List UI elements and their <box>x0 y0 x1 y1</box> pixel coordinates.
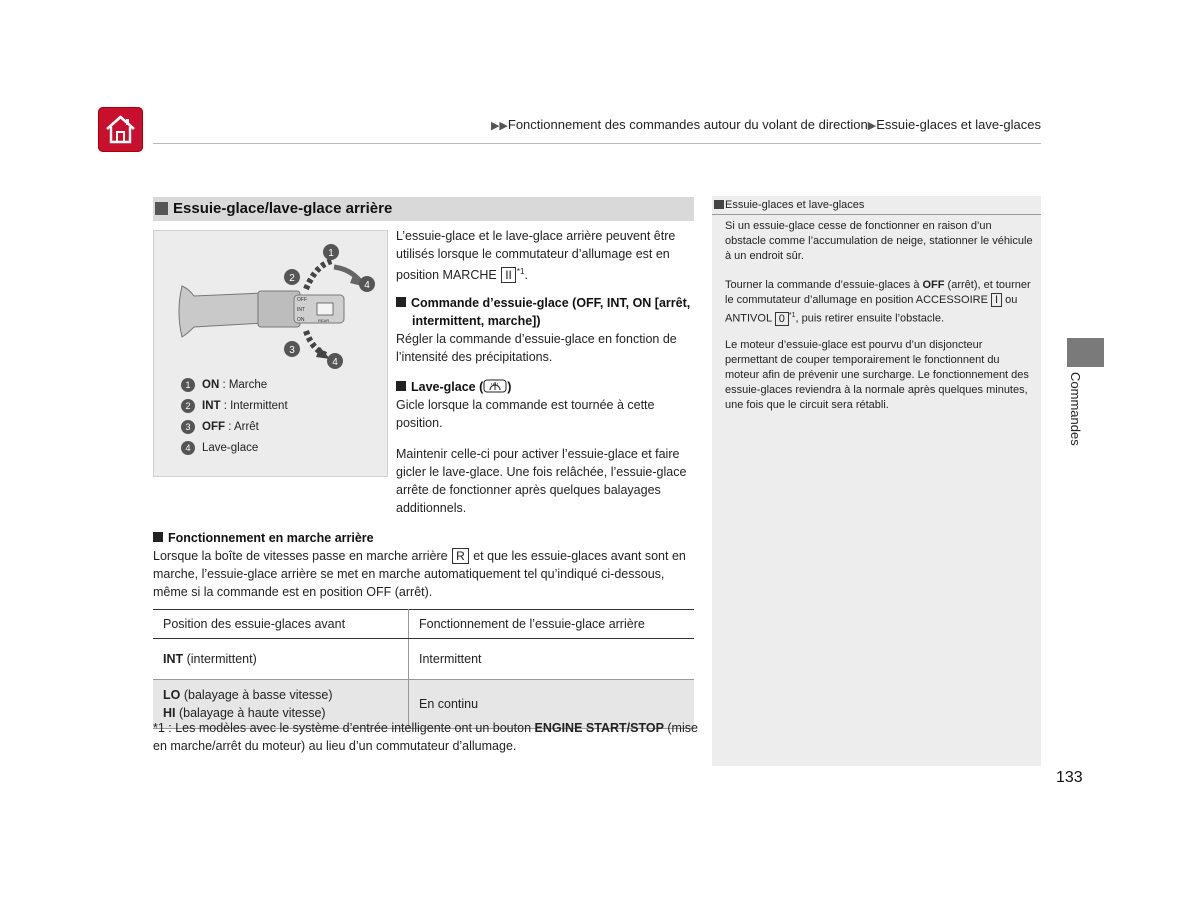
bullet-square-icon <box>153 532 163 542</box>
rear-wiper-table <box>153 609 694 729</box>
wiper-switch-figure <box>153 230 388 477</box>
sidebar-paragraph: Tourner la commande d’essuie-glaces à OFF (arrêt), et tourner le commutateur d’allumage en position ACCESSOIRE I ou ANTIVOL 0 $^{*1}$, puis retirer ensuite l’obstacle. <box>725 279 1031 325</box>
note-marker-icon <box>714 200 724 209</box>
header-divider <box>153 143 1041 144</box>
page-number: 133 <box>1056 769 1083 786</box>
chapter-tab-label: Commandes <box>1068 372 1083 446</box>
callout-2 <box>284 269 300 285</box>
bullet-square-icon <box>396 381 406 391</box>
svg-text:1: 1 <box>328 248 334 259</box>
svg-text:4: 4 <box>332 357 338 368</box>
section-title: Essuie-glace/lave-glace arrière <box>173 200 393 217</box>
svg-text:3: 3 <box>289 345 295 356</box>
switch-paragraph: Régler la commande d’essuie-glace en fonction de l’intensité des précipitations. <box>396 332 677 364</box>
table-cell: INT (intermittent) <box>153 639 409 680</box>
svg-text:2: 2 <box>289 273 295 284</box>
washer-paragraph-1: Gicle lorsque la commande est tournée à cette position. <box>396 398 655 430</box>
legend-item: 3 OFF : Arrêt <box>181 420 259 434</box>
legend-item: 4 Lave-glace <box>181 441 258 455</box>
legend-item: 2 INT : Intermittent <box>181 399 288 413</box>
home-button[interactable] <box>98 107 143 152</box>
reverse-gear-key-icon: R <box>452 548 469 564</box>
callout-1 <box>323 244 339 260</box>
sidebar-notes <box>712 196 1041 766</box>
svg-text:4: 4 <box>364 280 370 291</box>
footnote: *1 : Les modèles avec le système d’entrée intelligente ont un bouton ENGINE START/STOP (mise en marche/arrêt du moteur) au lieu d’un commutateur d’allumage. <box>153 721 698 753</box>
section-header <box>153 197 694 221</box>
chapter-tab[interactable] <box>1067 338 1104 367</box>
washer-heading: Lave-glace ( ) <box>396 378 691 396</box>
breadcrumb-arrow-icon: ▶▶ <box>490 120 508 132</box>
home-icon <box>103 112 138 147</box>
callout-3 <box>284 341 300 357</box>
table-header-row <box>153 610 694 639</box>
wiper-stalk-illustration <box>154 231 387 376</box>
sidebar-heading: Essuie-glaces et lave-glaces <box>712 196 1041 215</box>
breadcrumb-arrow-icon: ▶ <box>867 120 877 132</box>
switch-heading: Commande d’essuie-glace (OFF, INT, ON [arrêt, intermittent, marche]) <box>396 294 691 330</box>
stalk-label: REAR <box>318 318 330 323</box>
breadcrumb-link-1[interactable]: Fonctionnement des commandes autour du volant de direction <box>507 117 868 132</box>
section-square-icon <box>155 202 168 215</box>
stalk-label: OFF <box>297 297 307 303</box>
table-header: Fonctionnement de l’essuie-glace arrière <box>409 610 695 639</box>
table-cell: En continu <box>409 680 695 729</box>
table-cell: Intermittent <box>409 639 695 680</box>
legend-item: 1 ON : Marche <box>181 378 267 392</box>
table-cell: LO (balayage à basse vitesse) HI (balayage à haute vitesse) <box>153 680 409 729</box>
table-header: Position des essuie-glaces avant <box>153 610 409 639</box>
sidebar-paragraph: Si un essuie-glace cesse de fonctionner en raison d’un obstacle comme l’accumulation de neige, stationner le véhicule à un endroit sûr. <box>725 220 1033 262</box>
sidebar-paragraph: Le moteur d’essuie-glace est pourvu d’un disjoncteur permettant de couper temporairement le fonctionnent du moteur afin de prévenir une surcharge. Le fonctionnement des essuie-glaces reviendra à la normale après quelques minutes, une fois que le circuit sera rétabli. <box>725 339 1029 411</box>
lock-key-icon: 0 <box>775 312 789 326</box>
washer-paragraph-2: Maintenir celle-ci pour activer l’essuie-glace et faire gicler le lave-glace. Une fois relâchée, l’essuie-glace arrête de fonctionner après quelques balayages additionnels. <box>396 447 687 515</box>
callout-4 <box>327 353 343 369</box>
bullet-square-icon <box>396 297 406 307</box>
breadcrumb-link-2[interactable]: Essuie-glaces et lave-glaces <box>876 117 1041 132</box>
reverse-heading: Fonctionnement en marche arrière <box>153 529 694 547</box>
ignition-key-icon: II <box>501 267 516 283</box>
stalk-label: INT <box>297 307 306 313</box>
table-row <box>153 639 694 680</box>
stalk-label: ON <box>297 317 305 323</box>
accessory-key-icon: I <box>991 293 1002 307</box>
callout-4 <box>359 276 375 292</box>
breadcrumb <box>491 117 1041 132</box>
rear-washer-icon <box>483 379 507 393</box>
reverse-paragraph: Lorsque la boîte de vitesses passe en marche arrière R et que les essuie-glaces avant sont en marche, l’essuie-glace arrière se met en marche automatiquement tel qu’indiqué ci-dessous, même si la commande est en position OFF (arrêt). <box>153 549 686 599</box>
intro-paragraph: L’essuie-glace et le lave-glace arrière peuvent être utilisés lorsque le commutateur d’allumage est en position MARCHE II $^{*1}$. <box>396 229 676 283</box>
